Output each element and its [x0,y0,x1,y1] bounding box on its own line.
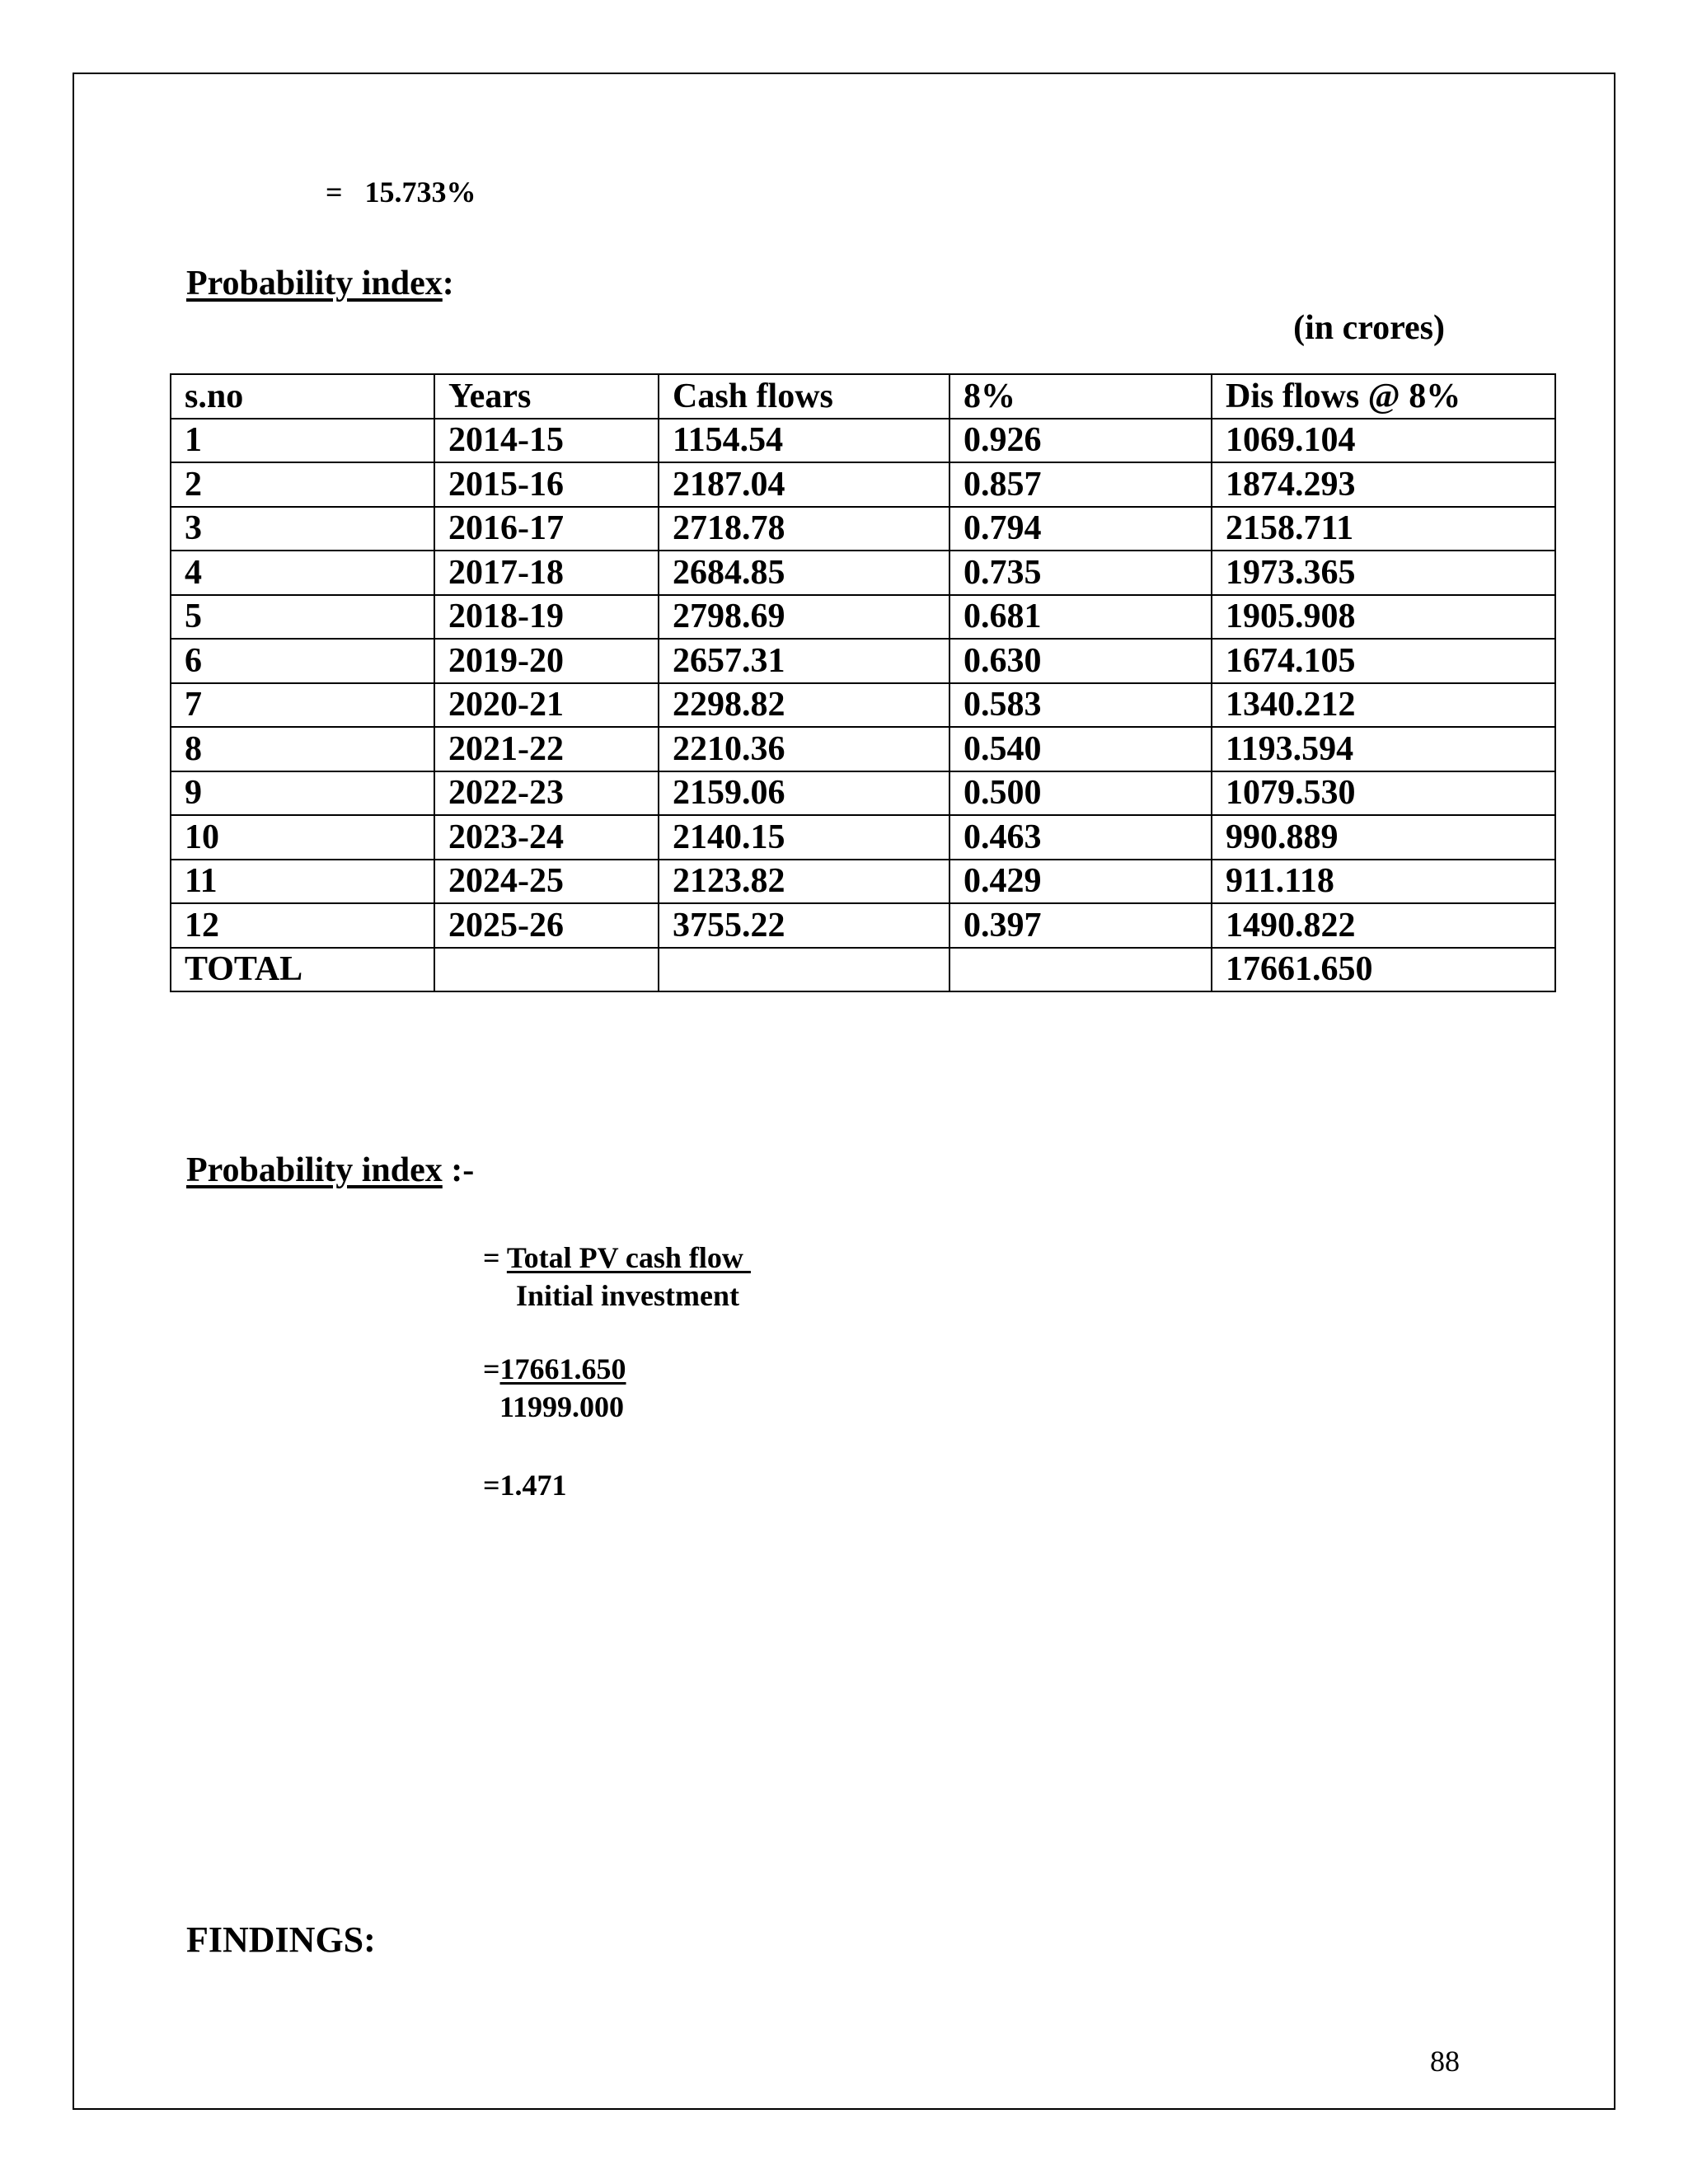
cell-cash-flow: 3755.22 [659,903,950,948]
table-row [171,903,1555,948]
cell-discounted: 1674.105 [1212,639,1555,683]
formula-result: =1.471 [483,1469,567,1502]
cell-sno: 5 [171,595,434,640]
section-heading-probability-index: Probability index: [186,265,454,302]
cell-factor: 0.463 [950,815,1212,860]
cell-sno: 6 [171,639,434,683]
table-row [171,727,1555,771]
cell-discounted: 911.118 [1212,860,1555,904]
cell-sno: 8 [171,727,434,771]
table-row [171,815,1555,860]
total-label: TOTAL [171,948,434,992]
cell-cash-flow: 2657.31 [659,639,950,683]
cell-discounted: 1905.908 [1212,595,1555,640]
cell-factor: 0.500 [950,771,1212,816]
cell-factor: 0.630 [950,639,1212,683]
cell-sno: 10 [171,815,434,860]
cell-year: 2025-26 [434,903,659,948]
cell-year: 2022-23 [434,771,659,816]
col-header-discount-factor: 8% [950,374,1212,419]
cell-factor: 0.540 [950,727,1212,771]
cell-discounted: 1069.104 [1212,419,1555,463]
table-row [171,595,1555,640]
cell-year: 2016-17 [434,507,659,551]
cell-year: 2021-22 [434,727,659,771]
table-row [171,507,1555,551]
cell-cash-flow: 2298.82 [659,683,950,728]
cell-cash-flow: 2159.06 [659,771,950,816]
cell-discounted: 1193.594 [1212,727,1555,771]
cell-factor: 0.583 [950,683,1212,728]
cell-sno: 11 [171,860,434,904]
col-header-cash-flows: Cash flows [659,374,950,419]
cell-cash-flow: 2187.04 [659,462,950,507]
cell-sno: 2 [171,462,434,507]
col-header-years: Years [434,374,659,419]
table-row [171,419,1555,463]
cell-sno: 4 [171,551,434,595]
cell-cash-flow: 2210.36 [659,727,950,771]
cell-discounted: 990.889 [1212,815,1555,860]
cell-factor: 0.794 [950,507,1212,551]
formula-denominator-label: Initial investment [516,1279,740,1312]
cell-factor: 0.397 [950,903,1212,948]
col-header-discounted-flows: Dis flows @ 8% [1212,374,1555,419]
cell-empty [434,948,659,992]
cell-sno: 9 [171,771,434,816]
cell-year: 2015-16 [434,462,659,507]
formula-numerator-value-line: =17661.650 [483,1352,626,1385]
cell-year: 2014-15 [434,419,659,463]
cell-factor: 0.857 [950,462,1212,507]
table-row [171,860,1555,904]
cell-cash-flow: 2140.15 [659,815,950,860]
cell-sno: 7 [171,683,434,728]
cell-year: 2019-20 [434,639,659,683]
cell-factor: 0.926 [950,419,1212,463]
cell-sno: 1 [171,419,434,463]
cell-factor: 0.681 [950,595,1212,640]
cell-factor: 0.735 [950,551,1212,595]
irr-result: = 15.733% [326,176,476,209]
table-total-row [171,948,1555,992]
table-row [171,683,1555,728]
total-discounted: 17661.650 [1212,948,1555,992]
cell-discounted: 1973.365 [1212,551,1555,595]
cell-discounted: 1874.293 [1212,462,1555,507]
units-note: (in crores) [1293,309,1445,347]
cell-year: 2018-19 [434,595,659,640]
table-row [171,639,1555,683]
cell-cash-flow: 1154.54 [659,419,950,463]
findings-heading: FINDINGS: [186,1919,376,1960]
cell-sno: 3 [171,507,434,551]
formula-denominator-value: 11999.000 [499,1390,625,1423]
cell-sno: 12 [171,903,434,948]
cell-cash-flow: 2798.69 [659,595,950,640]
cell-year: 2024-25 [434,860,659,904]
section-heading-probability-index-formula: Probability index :- [186,1151,475,1189]
cell-empty [659,948,950,992]
cell-discounted: 1340.212 [1212,683,1555,728]
table-row [171,462,1555,507]
table-row [171,551,1555,595]
cell-cash-flow: 2684.85 [659,551,950,595]
cell-discounted: 1490.822 [1212,903,1555,948]
cell-discounted: 2158.711 [1212,507,1555,551]
cell-factor: 0.429 [950,860,1212,904]
page-number: 88 [1430,2045,1460,2078]
cell-cash-flow: 2123.82 [659,860,950,904]
formula-numerator-line: = Total PV cash flow [483,1241,751,1274]
cell-cash-flow: 2718.78 [659,507,950,551]
cell-year: 2017-18 [434,551,659,595]
table-header-row [171,374,1555,419]
cell-year: 2020-21 [434,683,659,728]
cell-empty [950,948,1212,992]
cell-year: 2023-24 [434,815,659,860]
cell-discounted: 1079.530 [1212,771,1555,816]
discounted-cash-flow-table [170,373,1556,992]
col-header-sno: s.no [171,374,434,419]
table-row [171,771,1555,816]
